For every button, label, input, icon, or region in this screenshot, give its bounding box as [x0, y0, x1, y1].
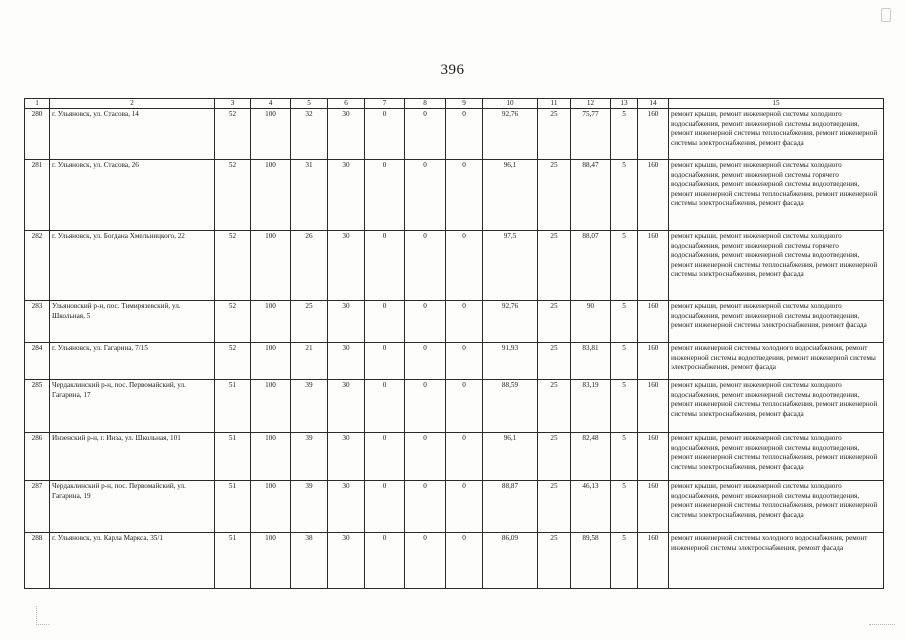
col-14-value: 160 [638, 231, 669, 301]
row-number: 287 [25, 481, 50, 533]
col-14-value: 160 [638, 433, 669, 481]
col-14-value: 160 [638, 481, 669, 533]
col-12-value: 83,19 [571, 380, 611, 433]
col-8-value: 0 [405, 481, 446, 533]
col-14-value: 160 [638, 160, 669, 231]
col-3-value: 51 [215, 533, 251, 589]
col-11-value: 25 [538, 343, 571, 380]
col-12-value: 75,77 [571, 109, 611, 160]
col-8-value: 0 [405, 301, 446, 343]
col-4-value: 100 [251, 231, 291, 301]
column-number-row [25, 99, 884, 109]
col-6-value: 30 [328, 433, 365, 481]
col-13-value: 5 [611, 380, 638, 433]
col-6-value: 30 [328, 343, 365, 380]
col-7-value: 0 [365, 109, 405, 160]
works-list: ремонт крыши, ремонт инженерной системы холодного водоснабжения, ремонт инженерной системы водоотведения, ремонт инженерной системы теплоснабжения, ремонт инженерной системы электроснабжения, ремонт фасада [669, 481, 884, 533]
col-12-value: 88,47 [571, 160, 611, 231]
works-list: ремонт инженерной системы холодного водоснабжения, ремонт инженерной системы электроснабжения, ремонт фасада [669, 533, 884, 589]
address: г. Ульяновск, ул. Богдана Хмельницкого, 22 [50, 231, 215, 301]
works-list: ремонт инженерной системы холодного водоснабжения, ремонт инженерной системы водоотведения, ремонт инженерной системы электроснабжения, ремонт фасада [669, 343, 884, 380]
col-13-value: 5 [611, 301, 638, 343]
col-10-value: 92,76 [483, 301, 538, 343]
col-7-value: 0 [365, 160, 405, 231]
address: Чердаклинский р-н, пос. Первомайский, ул. Гагарина, 17 [50, 380, 215, 433]
col-5-value: 25 [291, 301, 328, 343]
works-list: ремонт крыши, ремонт инженерной системы холодного водоснабжения, ремонт инженерной системы водоотведения, ремонт инженерной системы теплоснабжения, ремонт инженерной системы электроснабжения, ремонт фасада [669, 380, 884, 433]
column-header: 1 [25, 99, 50, 109]
col-10-value: 88,59 [483, 380, 538, 433]
col-9-value: 0 [446, 433, 483, 481]
table-row [25, 160, 884, 231]
col-12-value: 89,58 [571, 533, 611, 589]
works-list: ремонт крыши, ремонт инженерной системы холодного водоснабжения, ремонт инженерной системы водоотведения, ремонт инженерной системы теплоснабжения, ремонт инженерной системы электроснабжения, ремонт фасада [669, 109, 884, 160]
row-number: 282 [25, 231, 50, 301]
col-3-value: 52 [215, 231, 251, 301]
col-3-value: 52 [215, 301, 251, 343]
col-11-value: 25 [538, 433, 571, 481]
col-14-value: 160 [638, 533, 669, 589]
col-6-value: 30 [328, 231, 365, 301]
col-8-value: 0 [405, 231, 446, 301]
column-header: 5 [291, 99, 328, 109]
col-4-value: 100 [251, 380, 291, 433]
col-5-value: 39 [291, 380, 328, 433]
col-9-value: 0 [446, 533, 483, 589]
table-row [25, 433, 884, 481]
row-number: 284 [25, 343, 50, 380]
col-6-value: 30 [328, 533, 365, 589]
col-8-value: 0 [405, 160, 446, 231]
col-12-value: 82,48 [571, 433, 611, 481]
col-7-value: 0 [365, 343, 405, 380]
column-header: 9 [446, 99, 483, 109]
col-5-value: 21 [291, 343, 328, 380]
col-8-value: 0 [405, 109, 446, 160]
col-3-value: 51 [215, 433, 251, 481]
col-9-value: 0 [446, 343, 483, 380]
col-8-value: 0 [405, 433, 446, 481]
col-4-value: 100 [251, 343, 291, 380]
col-6-value: 30 [328, 481, 365, 533]
row-number: 280 [25, 109, 50, 160]
col-5-value: 31 [291, 160, 328, 231]
col-9-value: 0 [446, 380, 483, 433]
col-12-value: 88,07 [571, 231, 611, 301]
col-9-value: 0 [446, 109, 483, 160]
col-14-value: 160 [638, 109, 669, 160]
works-list: ремонт крыши, ремонт инженерной системы холодного водоснабжения, ремонт инженерной системы горячего водоснабжения, ремонт инженерной системы водоотведения, ремонт инженерной системы теплоснабжения, ремонт инженерной системы электроснабжения, ремонт фасада [669, 231, 884, 301]
table-row [25, 301, 884, 343]
col-11-value: 25 [538, 533, 571, 589]
col-8-value: 0 [405, 343, 446, 380]
col-11-value: 25 [538, 160, 571, 231]
column-header: 8 [405, 99, 446, 109]
col-3-value: 51 [215, 481, 251, 533]
register-table [24, 98, 884, 589]
col-10-value: 96,1 [483, 433, 538, 481]
col-11-value: 25 [538, 109, 571, 160]
column-header: 6 [328, 99, 365, 109]
col-8-value: 0 [405, 533, 446, 589]
col-13-value: 5 [611, 109, 638, 160]
address: Ульяновский р-н, пос. Тимирязевский, ул. Школьная, 5 [50, 301, 215, 343]
col-11-value: 25 [538, 231, 571, 301]
table-row [25, 380, 884, 433]
col-10-value: 92,76 [483, 109, 538, 160]
column-header: 11 [538, 99, 571, 109]
works-list: ремонт крыши, ремонт инженерной системы холодного водоснабжения, ремонт инженерной системы водоотведения, ремонт инженерной системы электроснабжения, ремонт фасада [669, 301, 884, 343]
col-4-value: 100 [251, 433, 291, 481]
col-7-value: 0 [365, 533, 405, 589]
row-number: 283 [25, 301, 50, 343]
col-7-value: 0 [365, 433, 405, 481]
scan-edge-mark [869, 624, 895, 628]
col-13-value: 5 [611, 231, 638, 301]
col-3-value: 51 [215, 380, 251, 433]
column-header: 4 [251, 99, 291, 109]
col-12-value: 83,81 [571, 343, 611, 380]
column-header: 3 [215, 99, 251, 109]
scan-edge-mark [36, 606, 49, 625]
col-5-value: 38 [291, 533, 328, 589]
column-header: 10 [483, 99, 538, 109]
col-6-value: 30 [328, 301, 365, 343]
column-header: 14 [638, 99, 669, 109]
col-9-value: 0 [446, 231, 483, 301]
col-7-value: 0 [365, 481, 405, 533]
address: Чердаклинский р-н, пос. Первомайский, ул. Гагарина, 19 [50, 481, 215, 533]
page-number: 396 [440, 62, 465, 78]
col-13-value: 5 [611, 533, 638, 589]
col-11-value: 25 [538, 380, 571, 433]
column-header: 2 [50, 99, 215, 109]
column-header: 7 [365, 99, 405, 109]
works-list: ремонт крыши, ремонт инженерной системы холодного водоснабжения, ремонт инженерной системы водоотведения, ремонт инженерной системы теплоснабжения, ремонт инженерной системы электроснабжения, ремонт фасада [669, 433, 884, 481]
row-number: 286 [25, 433, 50, 481]
col-4-value: 100 [251, 109, 291, 160]
address: г. Ульяновск, ул. Гагарина, 7/15 [50, 343, 215, 380]
col-7-value: 0 [365, 380, 405, 433]
col-7-value: 0 [365, 301, 405, 343]
col-10-value: 91,93 [483, 343, 538, 380]
col-4-value: 100 [251, 533, 291, 589]
address: Инзенский р-н, г. Инза, ул. Школьная, 101 [50, 433, 215, 481]
col-11-value: 25 [538, 481, 571, 533]
column-header: 15 [669, 99, 884, 109]
col-14-value: 160 [638, 380, 669, 433]
col-6-value: 30 [328, 109, 365, 160]
col-12-value: 46,13 [571, 481, 611, 533]
col-14-value: 160 [638, 301, 669, 343]
table-row [25, 481, 884, 533]
table-row [25, 109, 884, 160]
col-10-value: 88,87 [483, 481, 538, 533]
col-11-value: 25 [538, 301, 571, 343]
col-12-value: 90 [571, 301, 611, 343]
col-4-value: 100 [251, 301, 291, 343]
address: г. Ульяновск, ул. Стасова, 14 [50, 109, 215, 160]
works-list: ремонт крыши, ремонт инженерной системы холодного водоснабжения, ремонт инженерной системы горячего водоснабжения, ремонт инженерной системы водоотведения, ремонт инженерной системы теплоснабжения, ремонт инженерной системы электроснабжения, ремонт фасада [669, 160, 884, 231]
column-header: 13 [611, 99, 638, 109]
col-3-value: 52 [215, 109, 251, 160]
col-6-value: 30 [328, 380, 365, 433]
col-14-value: 160 [638, 343, 669, 380]
col-10-value: 97,5 [483, 231, 538, 301]
col-5-value: 39 [291, 433, 328, 481]
address: г. Ульяновск, ул. Карла Маркса, 35/1 [50, 533, 215, 589]
table-row [25, 231, 884, 301]
col-13-value: 5 [611, 343, 638, 380]
col-3-value: 52 [215, 160, 251, 231]
row-number: 288 [25, 533, 50, 589]
col-9-value: 0 [446, 481, 483, 533]
column-header: 12 [571, 99, 611, 109]
table-row [25, 533, 884, 589]
col-3-value: 52 [215, 343, 251, 380]
col-13-value: 5 [611, 481, 638, 533]
col-4-value: 100 [251, 160, 291, 231]
col-8-value: 0 [405, 380, 446, 433]
col-10-value: 86,09 [483, 533, 538, 589]
table-row [25, 343, 884, 380]
scan-edge-mark [881, 8, 891, 22]
row-number: 285 [25, 380, 50, 433]
col-7-value: 0 [365, 231, 405, 301]
col-5-value: 32 [291, 109, 328, 160]
col-10-value: 96,1 [483, 160, 538, 231]
col-5-value: 26 [291, 231, 328, 301]
col-5-value: 39 [291, 481, 328, 533]
address: г. Ульяновск, ул. Стасова, 26 [50, 160, 215, 231]
col-4-value: 100 [251, 481, 291, 533]
row-number: 281 [25, 160, 50, 231]
col-9-value: 0 [446, 160, 483, 231]
col-6-value: 30 [328, 160, 365, 231]
col-9-value: 0 [446, 301, 483, 343]
col-13-value: 5 [611, 160, 638, 231]
col-13-value: 5 [611, 433, 638, 481]
